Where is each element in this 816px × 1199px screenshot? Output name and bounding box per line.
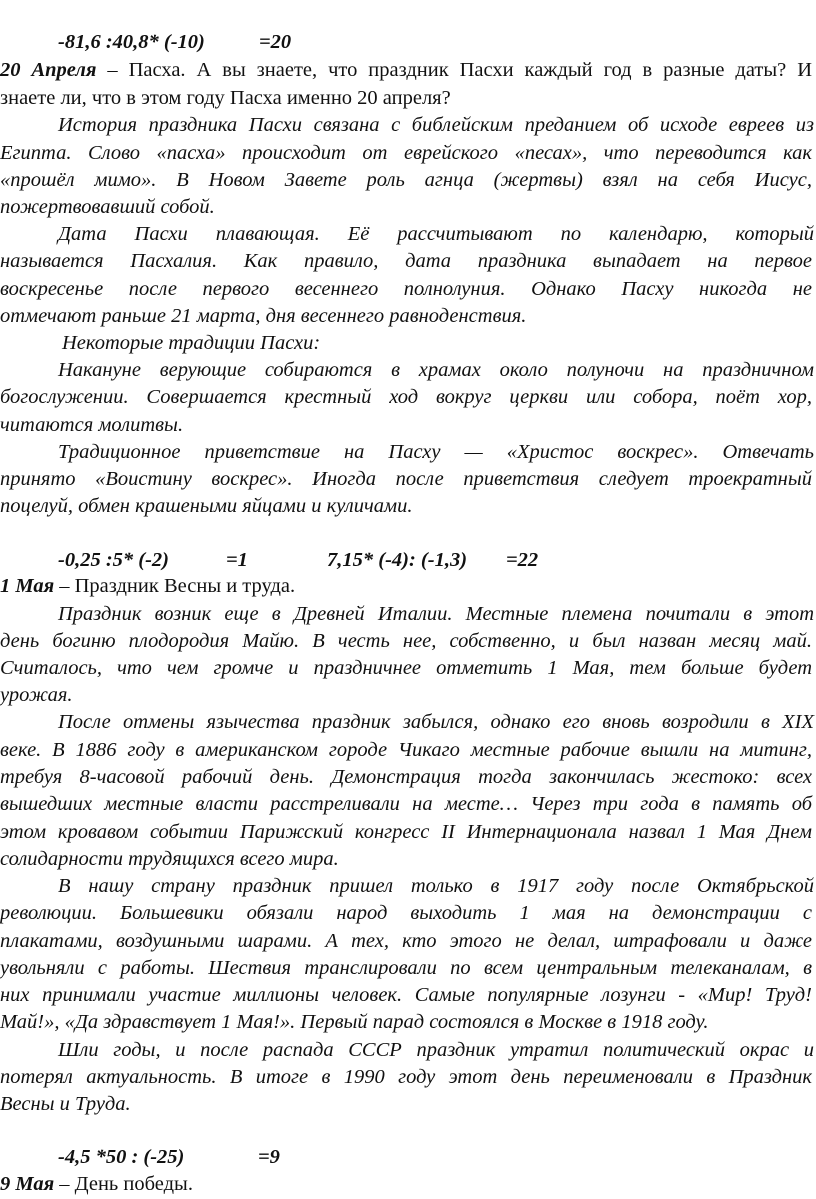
may1-p3-line4: увольняли с работы. Шествия транслировали по всем центральным телеканалам, в [0, 957, 812, 979]
easter-p5-line1: Традиционное приветствие на Пасху — «Христос воскрес». Отвечать [58, 441, 814, 463]
may1-title: Праздник Весны и труда. [74, 575, 296, 597]
expression-3-result: =22 [506, 549, 539, 571]
easter-traditions-heading: Некоторые традиции Пасхи: [62, 332, 321, 354]
may1-p2-line3: требуя 8-часовой рабочий день. Демонстрация тогда закончилась жестоко: всех [0, 766, 812, 788]
expression-2-result: =1 [226, 549, 248, 571]
easter-p4-line2: богослужении. Совершается крестный ход вокруг церкви или собора, поёт хор, [0, 386, 812, 408]
may9-heading-line [0, 1174, 193, 1195]
easter-dash: – [96, 59, 129, 81]
may1-p3-line3: плакатами, воздушными шарами. А тех, кто этого не делал, штрафовали и даже [0, 930, 812, 952]
may1-p4-line3: Весны и Труда. [0, 1093, 131, 1115]
may1-p2-line4: вышедших местные власти расстреливали на месте… Через три года в память об [0, 793, 812, 815]
expression-1-result: =20 [259, 31, 292, 53]
easter-intro-2: знаете ли, что в этом году Пасха именно 20 апреля? [0, 87, 451, 109]
easter-heading-line [0, 60, 812, 81]
may1-p3-line2: революции. Большевики обязали народ выходить 1 мая на демонстрации с [0, 902, 812, 924]
may1-p1-line4: урожая. [0, 684, 73, 706]
may1-dash: – [54, 575, 75, 597]
may1-p1-line3: Считалось, что чем громче и праздничнее отметить 1 Мая, тем больше будет [0, 657, 812, 679]
easter-p5-line3: поцелуй, обмен крашеными яйцами и куличами. [0, 495, 413, 517]
easter-date: 20 Апреля [0, 59, 97, 81]
easter-p2-line4: отмечают раньше 21 марта, дня весеннего равноденствия. [0, 305, 527, 327]
easter-p1-line1: История праздника Пасхи связана с библейским преданием об исходе евреев из [58, 114, 814, 136]
may1-p4-line1: Шли годы, и после распада СССР праздник утратил политический окрас и [58, 1039, 814, 1061]
may1-p2-line2: веке. В 1886 году в американском городе Чикаго местные рабочие вышли на митинг, [0, 739, 812, 761]
may1-heading-line [0, 576, 295, 597]
may1-p1-line2: день богиню плодородия Майю. В честь нее, собственно, и был назван месяц май. [0, 630, 812, 652]
expression-4: -4,5 *50 : (-25) [58, 1146, 185, 1168]
easter-p2-line3: воскресенье после первого весеннего полнолуния. Однако Пасху никогда не [0, 278, 812, 300]
may9-title: День победы. [74, 1173, 193, 1195]
may1-p4-line2: потерял актуальность. В итоге в 1990 году этот день переименовали в Праздник [0, 1066, 812, 1088]
may1-p3-line6: Май!», «Да здравствует 1 Мая!». Первый парад состоялся в Москве в 1918 году. [0, 1011, 709, 1033]
may1-p3-line1: В нашу страну праздник пришел только в 1917 году после Октябрьской [58, 875, 814, 897]
may1-p2-line5: этом кровавом событии Парижский конгресс II Интернационала назвал 1 Мая Днем [0, 821, 812, 843]
easter-p2-line1: Дата Пасхи плавающая. Её рассчитывают по календарю, который [58, 223, 814, 245]
expression-2: -0,25 :5* (-2) [58, 549, 170, 571]
easter-p1-line2: Египта. Слово «пасха» происходит от еврейского «песах», что переводится как [0, 142, 812, 164]
may9-dash: – [54, 1173, 75, 1195]
easter-p5-line2: принято «Воистину воскрес». Иногда после приветствия следует троекратный [0, 468, 812, 490]
easter-p1-line3: «прошёл мимо». В Новом Завете роль агнца (жертвы) взял на себя Иисус, [0, 169, 812, 191]
may9-date: 9 Мая [0, 1173, 55, 1195]
easter-p4-line1: Накануне верующие собираются в храмах около полуночи на праздничном [58, 359, 814, 381]
easter-p1-line4: пожертвовавший собой. [0, 196, 215, 218]
easter-intro-1: Пасха. А вы знаете, что праздник Пасхи каждый год в разные даты? И [128, 59, 812, 81]
may1-p2-line6: солидарности трудящихся всего мира. [0, 848, 339, 870]
easter-p2-line2: называется Пасхалия. Как правило, дата праздника выпадает на первое [0, 250, 812, 272]
may1-p2-line1: После отмены язычества праздник забылся, однако его вновь возродили в XIX [58, 711, 814, 733]
may1-date: 1 Мая [0, 575, 55, 597]
easter-p4-line3: читаются молитвы. [0, 414, 184, 436]
expression-3: 7,15* (-4): (-1,3) [327, 549, 468, 571]
may1-p1-line1: Праздник возник еще в Древней Италии. Местные племена почитали в этот [58, 603, 814, 625]
may1-p3-line5: них принимали участие миллионы человек. Самые популярные лозунги - «Мир! Труд! [0, 984, 812, 1006]
expression-4-result: =9 [258, 1146, 280, 1168]
expression-1: -81,6 :40,8* (-10) [58, 31, 205, 53]
